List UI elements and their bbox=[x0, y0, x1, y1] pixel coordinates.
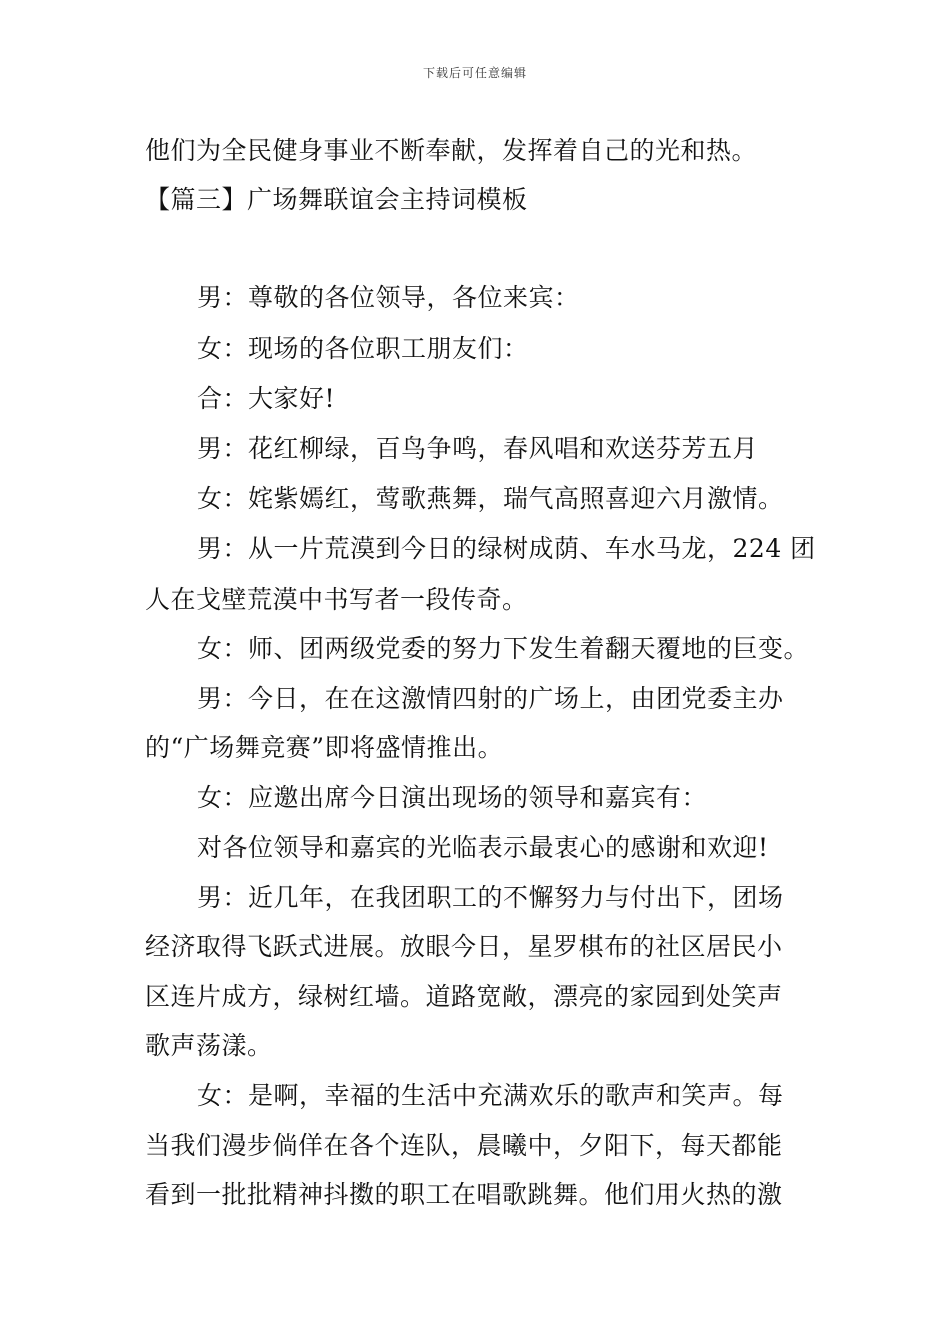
dialogue-line: 女：现场的各位职工朋友们： bbox=[197, 334, 529, 363]
dialogue-line: 女：姹紫嫣红，莺歌燕舞，瑞气高照喜迎六月激情。 bbox=[197, 484, 784, 513]
dialogue-line: 男：今日，在在这激情四射的广场上，由团党委主办 bbox=[197, 684, 784, 713]
dialogue-line: 合：大家好! bbox=[197, 384, 336, 413]
dialogue-line-continued: 的“广场舞竞赛”即将盛情推出。 bbox=[145, 733, 504, 762]
dialogue-line: 女：应邀出席今日演出现场的领导和嘉宾有： bbox=[197, 783, 708, 812]
dialogue-line-continued: 歌声荡漾。 bbox=[145, 1031, 273, 1060]
dialogue-line: 女：是啊，幸福的生活中充满欢乐的歌声和笑声。每 bbox=[197, 1081, 784, 1110]
dialogue-line: 男：从一片荒漠到今日的绿树成荫、车水马龙，224 团 bbox=[197, 534, 816, 563]
dialogue-line-continued: 看到一批批精神抖擞的职工在唱歌跳舞。他们用火热的激 bbox=[145, 1180, 783, 1209]
dialogue-line-continued: 人在戈壁荒漠中书写者一段传奇。 bbox=[145, 585, 528, 614]
page-header: 下载后可任意编辑 bbox=[422, 66, 527, 80]
dialogue-line: 男：尊敬的各位领导，各位来宾： bbox=[197, 283, 580, 312]
dialogue-line-continued: 当我们漫步倘佯在各个连队，晨曦中，夕阳下，每天都能 bbox=[145, 1131, 783, 1160]
dialogue-line: 男：花红柳绿，百鸟争鸣，春风唱和欢送芬芳五月 bbox=[197, 434, 759, 463]
dialogue-line-continued: 区连片成方，绿树红墙。道路宽敞，漂亮的家园到处笑声 bbox=[145, 982, 783, 1011]
section-heading: 【篇三】广场舞联谊会主持词模板 bbox=[145, 185, 528, 214]
dialogue-line: 女：师、团两级党委的努力下发生着翻天覆地的巨变。 bbox=[197, 634, 810, 663]
dialogue-line: 对各位领导和嘉宾的光临表示最衷心的感谢和欢迎! bbox=[197, 833, 769, 862]
dialogue-line: 男：近几年，在我团职工的不懈努力与付出下，团场 bbox=[197, 883, 784, 912]
paragraph-line: 他们为全民健身事业不断奉献，发挥着自己的光和热。 bbox=[145, 136, 758, 165]
dialogue-line-continued: 经济取得飞跃式进展。放眼今日，星罗棋布的社区居民小 bbox=[145, 932, 783, 961]
